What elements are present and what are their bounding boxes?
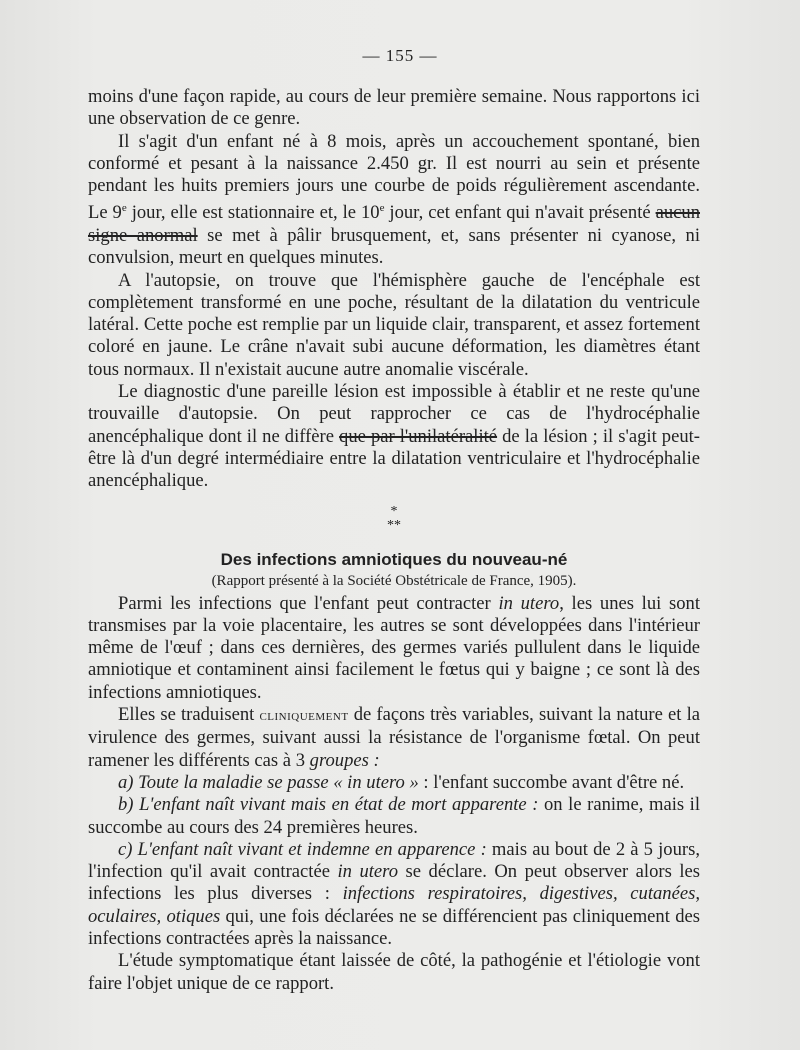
text-column: [88, 86, 700, 995]
paragraph-intro: Parmi les infections que l'enfant peut contracter in utero, les unes lui sont transmises par la voie placentaire, les autres se sont développées dans l'intérieur même de l'œuf ; dans ces dernières, des germes variés pullulent dans le liquide amniotique et contaminent ainsi facilement le fœtus qui y baigne ; ce sont là des infections amniotiques.: [88, 592, 700, 703]
struck-text: que par l'unilatéralité: [339, 425, 498, 447]
struck-text: aucun signe anormal: [88, 202, 700, 246]
paragraph-continuation: moins d'une façon rapide, au cours de leur première semaine. Nous rapportons ici une observation de ce genre.: [88, 86, 700, 130]
list-item-b: b) L'enfant naît vivant mais en état de mort apparente : on le ranime, mais il succombe au cours des 24 premières heures.: [88, 794, 700, 838]
list-item-a: a) Toute la maladie se passe « in utero » : l'enfant succombe avant d'être né.: [118, 771, 685, 793]
asterism-divider: * **: [387, 503, 401, 533]
list-item-c: c) L'enfant naît vivant et indemne en apparence : mais au bout de 2 à 5 jours, l'infection qu'il avait contractée in utero se déclare. On peut observer alors les infections les plus diverses : infections respiratoires, digestives, cutanées, oculaires, otiques qui, une fois déclarées ne se différencient pas cliniquement des infections contractées après la naissance.: [88, 838, 700, 949]
page-number: — 155 —: [362, 46, 438, 65]
paragraph-diagnosis: Le diagnostic d'une pareille lésion est impossible à établir et ne reste qu'une trouvaille d'autopsie. On peut rapprocher ce cas de l'hydrocéphalie anencéphalique dont il ne diffère que par l'unilatéralité de la lésion ; il s'agit peut-être là d'un degré intermédiaire entre la dilatation ventriculaire et l'hydrocéphalie anencéphalique.: [88, 381, 700, 492]
paragraph-autopsy: A l'autopsie, on trouve que l'hémisphère gauche de l'encéphale est complètement transformé en une poche, résultant de la dilatation du ventricule latéral. Cette poche est remplie par un liquide clair, transparent, et assez fortement coloré en jaune. Le crâne n'avait subi aucune déformation, les diamètres étant tous normaux. Il n'existait aucune autre anomalie viscérale.: [88, 269, 700, 380]
paragraph-case: Il s'agit d'un enfant né à 8 mois, après un accouchement spontané, bien conformé et pesant à la naissance 2.450 gr. Il est nourri au sein et présente pendant les huits premiers jours une courbe de poids régulièrement ascendante. Le 9e jour, elle est stationnaire et, le 10e jour, cet enfant qui n'avait présenté aucun signe anormal se met à pâlir brusquement, et, sans présenter ni cyanose, ni convulsion, meurt en quelques minutes.: [88, 130, 700, 269]
section-subtitle: (Rapport présenté à la Société Obstétricale de France, 1905).: [211, 572, 577, 589]
paragraph-groups: Elles se traduisent cliniquement de façons très variables, suivant la nature et la virulence des germes, suivant aussi la résistance de l'organisme fœtal. On peut ramener les différents cas à 3 groupes :: [88, 704, 700, 771]
section-title: Des infections amniotiques du nouveau-né: [220, 549, 568, 569]
paragraph-closing: L'étude symptomatique étant laissée de côté, la pathogénie et l'étiologie vont faire l'objet unique de ce rapport.: [88, 950, 700, 994]
